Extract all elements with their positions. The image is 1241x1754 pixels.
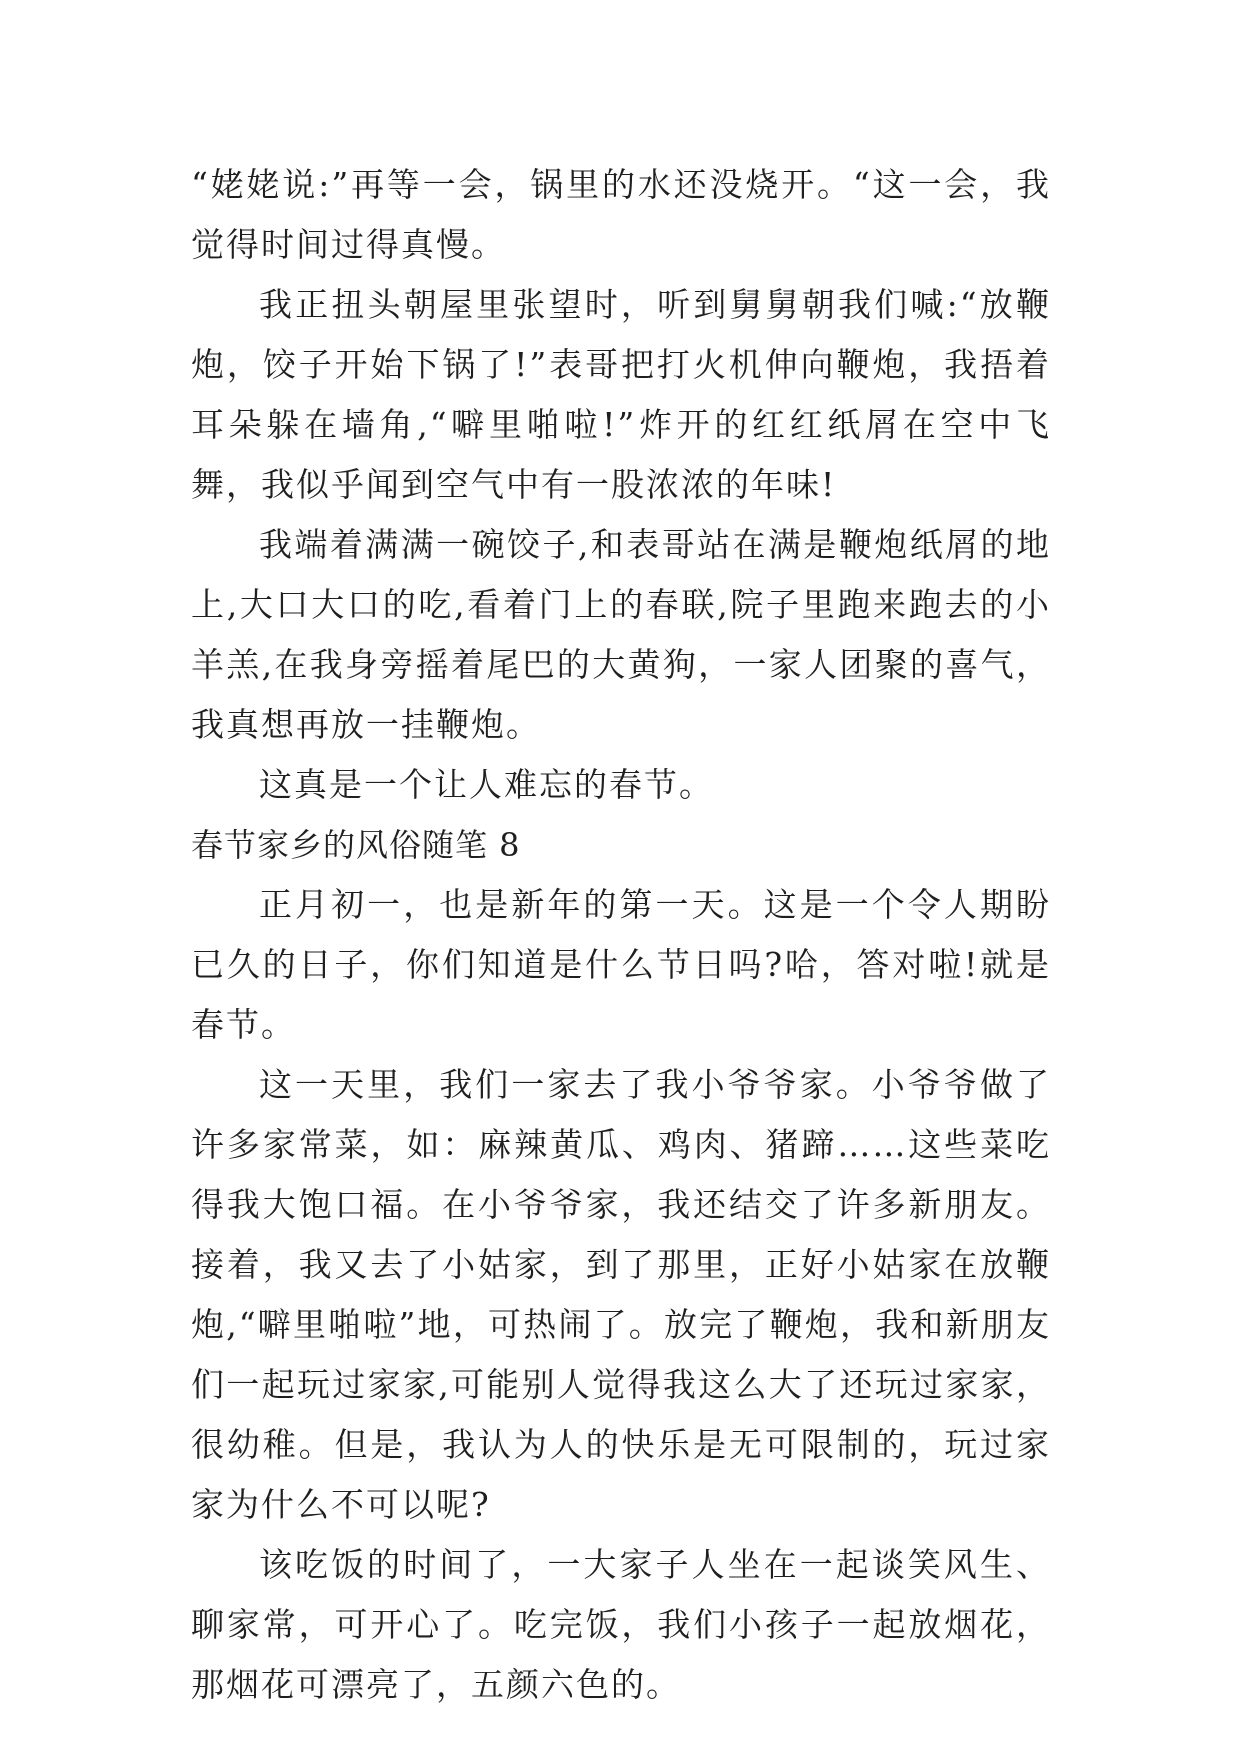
paragraph: 这一天里，我们一家去了我小爷爷家。小爷爷做了许多家常菜，如：麻辣黄瓜、鸡肉、猪蹄……这些菜吃得我大饱口福。在小爷爷家，我还结交了许多新朋友。接着，我又去了小姑家，到了那里，正好小姑家在放鞭炮,“噼里啪啦”地，可热闹了。放完了鞭炮，我和新朋友们一起玩过家家,可能别人觉得我这么大了还玩过家家，很幼稚。但是，我认为人的快乐是无可限制的，玩过家家为什么不可以呢? — [191, 1065, 1051, 1524]
paragraph: 该吃饭的时间了，一大家子人坐在一起谈笑风生、聊家常，可开心了。吃完饭，我们小孩子一起放烟花，那烟花可漂亮了，五颜六色的。 — [191, 1545, 1051, 1704]
paragraph-continued: “姥姥说:”再等一会，锅里的水还没烧开。“这一会，我觉得时间过得真慢。 — [191, 165, 1051, 264]
document-page — [191, 155, 1051, 1715]
paragraph: 这真是一个让人难忘的春节。 — [259, 765, 714, 804]
paragraph: 我端着满满一碗饺子,和表哥站在满是鞭炮纸屑的地上,大口大口的吃,看着门上的春联,院子里跑来跑去的小羊羔,在我身旁摇着尾巴的大黄狗，一家人团聚的喜气，我真想再放一挂鞭炮。 — [191, 525, 1051, 744]
paragraph: 正月初一，也是新年的第一天。这是一个令人期盼已久的日子，你们知道是什么节日吗?哈，答对啦!就是春节。 — [191, 885, 1051, 1044]
section-title: 春节家乡的风俗随笔 8 — [191, 826, 521, 864]
paragraph: 我正扭头朝屋里张望时，听到舅舅朝我们喊:“放鞭炮，饺子开始下锅了!”表哥把打火机伸向鞭炮，我捂着耳朵躲在墙角,“噼里啪啦!”炸开的红红纸屑在空中飞舞，我似乎闻到空气中有一股浓浓的年味! — [191, 285, 1051, 504]
